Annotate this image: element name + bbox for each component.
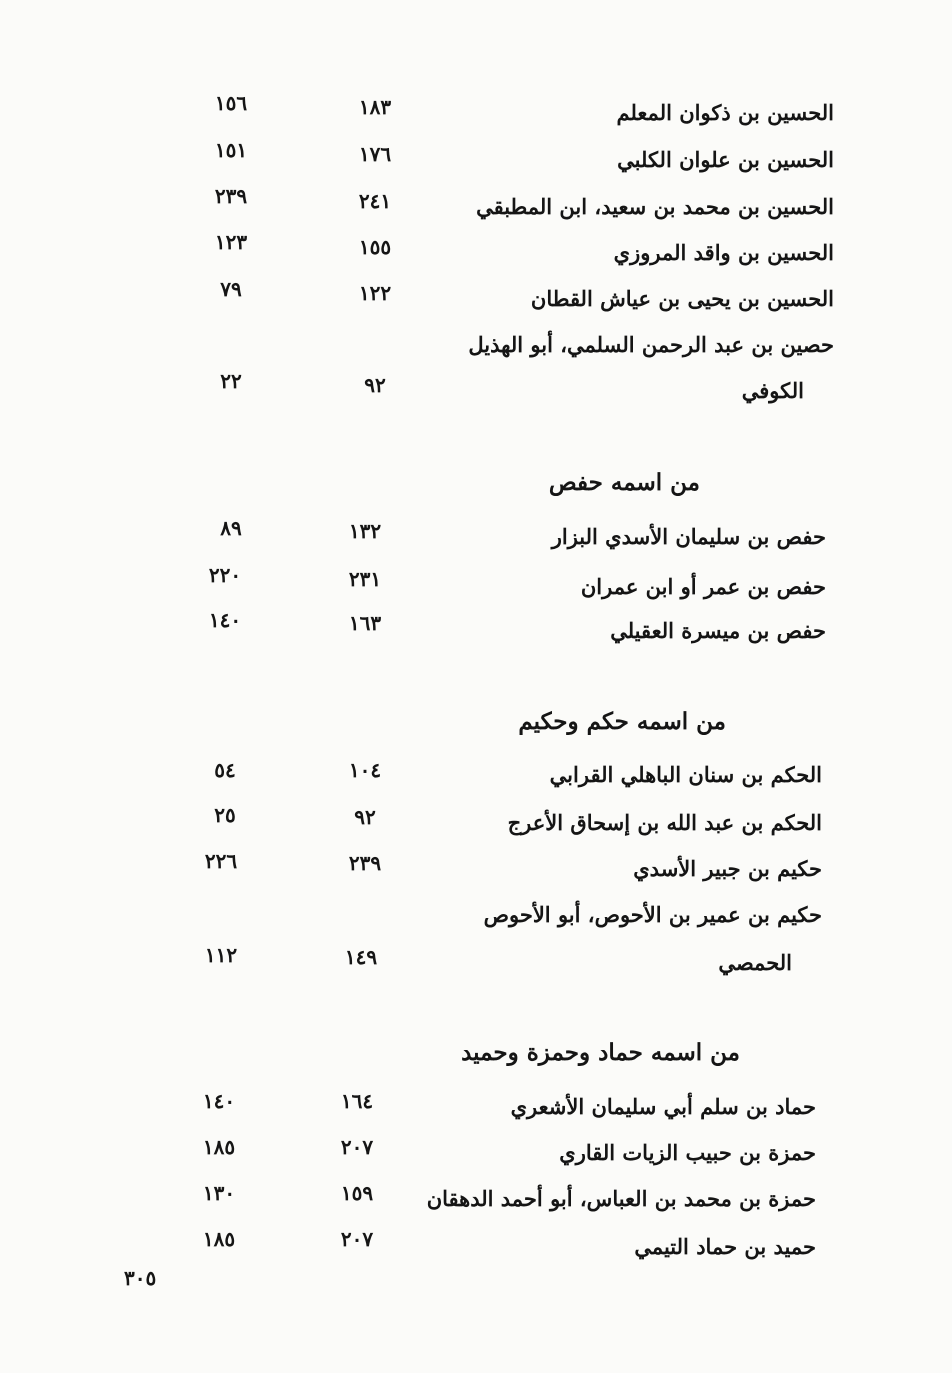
entry-number-2: ١٢٣: [214, 230, 248, 254]
entry-number-1: ١٢٢: [358, 281, 392, 305]
entry-number-2: ٨٩: [220, 516, 242, 540]
entry-number-2: ١٨٥: [202, 1135, 236, 1159]
entry-number-2: ١١٢: [204, 943, 238, 967]
entry-number-2: ١٤٠: [208, 608, 242, 632]
entry-number-1: ١٦٣: [348, 611, 382, 635]
entry-name: حمزة بن حبيب الزيات القاري: [559, 1140, 816, 1165]
entry-name: الحكم بن عبد الله بن إسحاق الأعرج: [507, 810, 822, 835]
entry-name: حماد بن سلم أبي سليمان الأشعري: [510, 1094, 816, 1119]
entry-number-1: ١٦٤: [340, 1089, 374, 1113]
entry-name: الحكم بن سنان الباهلي القرابي: [549, 762, 822, 787]
entry-name: حكيم بن جبير الأسدي: [633, 856, 822, 881]
section-heading: من اسمه حكم وحكيم: [518, 708, 726, 735]
entry-number-2: ٢٣٩: [214, 184, 248, 208]
entry-number-2: ٢٢: [220, 369, 242, 393]
entry-name-continuation: الكوفي: [741, 378, 804, 403]
entry-number-1: ١٠٤: [348, 758, 382, 782]
entry-number-1: ٢٤١: [358, 189, 392, 213]
entry-number-2: ١٤٠: [202, 1089, 236, 1113]
entry-name: حكيم بن عمير بن الأحوص، أبو الأحوص: [483, 902, 822, 927]
section-heading: من اسمه حماد وحمزة وحميد: [461, 1039, 740, 1066]
entry-number-1: ٢٠٧: [340, 1135, 374, 1159]
entry-number-2: ١٣٠: [202, 1181, 236, 1205]
entry-name: الحسين بن محمد بن سعيد، ابن المطبقي: [476, 194, 834, 219]
entry-number-2: ٢٢٦: [204, 849, 238, 873]
entry-name: الحسين بن ذكوان المعلم: [616, 100, 834, 125]
page-number: ٣٠٥: [124, 1266, 157, 1290]
entry-name: حفص بن ميسرة العقيلي: [610, 618, 826, 643]
entry-number-1: ١٨٣: [358, 95, 392, 119]
entry-name: حفص بن عمر أو ابن عمران: [580, 574, 826, 599]
entry-name: الحسين بن يحيى بن عياش القطان: [530, 286, 834, 311]
entry-number-1: ٢٠٧: [340, 1227, 374, 1251]
entry-number-2: ١٨٥: [202, 1227, 236, 1251]
entry-number-2: ٧٩: [220, 277, 242, 301]
entry-number-1: ١٥٩: [340, 1181, 374, 1205]
entry-number-1: ٢٣١: [348, 567, 382, 591]
entry-number-1: ٩٢: [364, 373, 386, 397]
entry-number-2: ٢٢٠: [208, 563, 242, 587]
entry-name: الحسين بن علوان الكلبي: [617, 147, 834, 172]
entry-number-2: ١٥١: [214, 138, 248, 162]
entry-name: حميد بن حماد التيمي: [634, 1234, 816, 1259]
section-heading: من اسمه حفص: [548, 469, 700, 496]
entry-name: حصين بن عبد الرحمن السلمي، أبو الهذيل: [468, 332, 834, 357]
entry-number-1: ٩٢: [354, 805, 376, 829]
entry-number-1: ١٥٥: [358, 235, 392, 259]
entry-name: حمزة بن محمد بن العباس، أبو أحمد الدهقان: [426, 1186, 816, 1211]
entry-number-1: ١٧٦: [358, 142, 392, 166]
entry-number-2: ٢٥: [214, 803, 236, 827]
entry-name: حفص بن سليمان الأسدي البزار: [551, 524, 826, 549]
entry-number-2: ١٥٦: [214, 91, 248, 115]
entry-number-1: ٢٣٩: [348, 851, 382, 875]
entry-name-continuation: الحمصي: [718, 950, 792, 975]
entry-number-1: ١٤٩: [344, 945, 378, 969]
entry-number-2: ٥٤: [214, 758, 236, 782]
entry-number-1: ١٣٢: [348, 519, 382, 543]
entry-name: الحسين بن واقد المروزي: [613, 240, 834, 265]
